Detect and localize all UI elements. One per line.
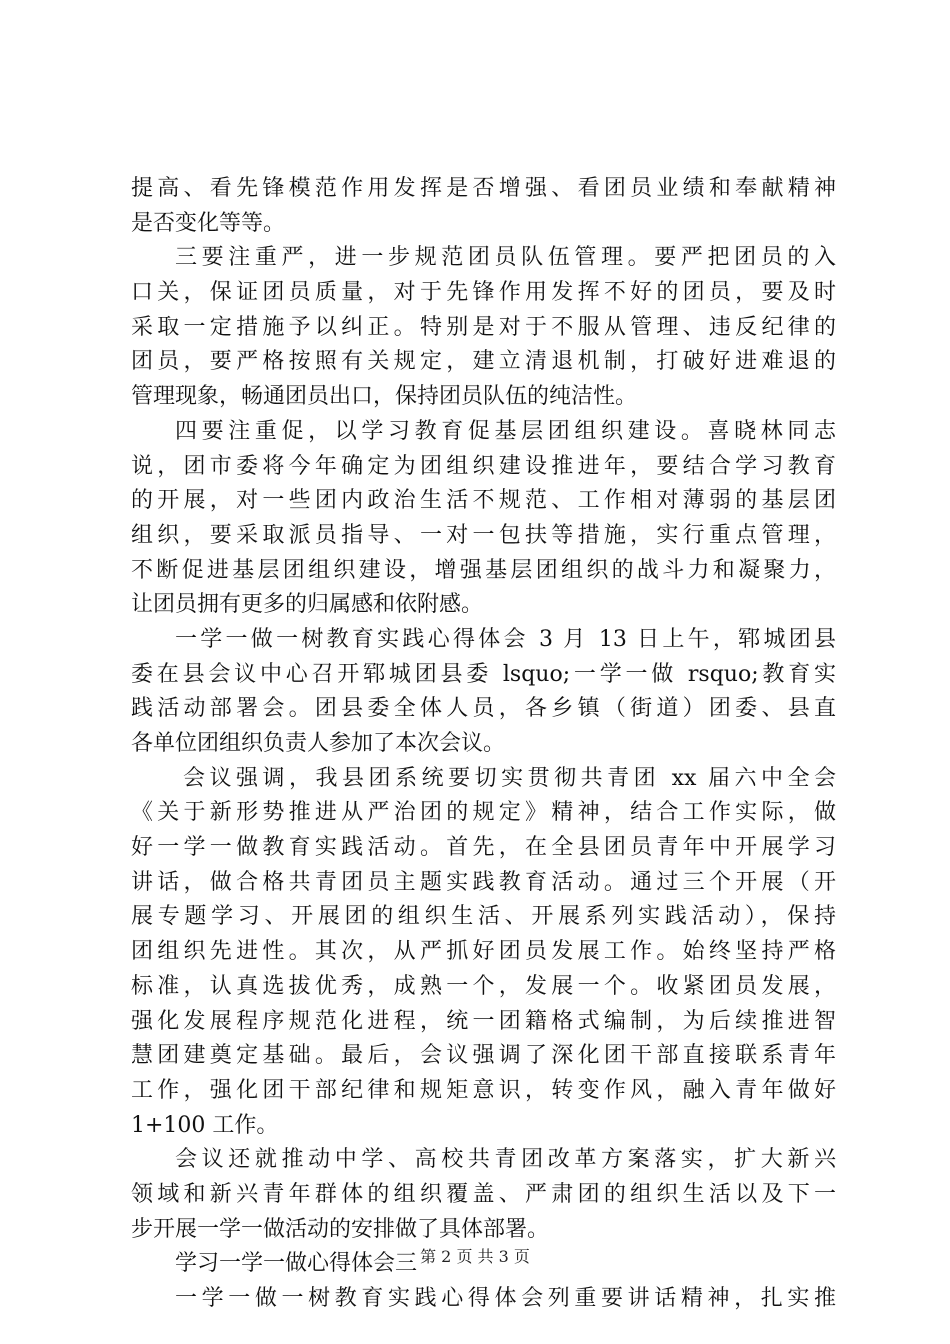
text-line: 四要注重促，以学习教育促基层团组织建设。喜晓林同志 bbox=[175, 418, 836, 444]
document-body bbox=[131, 172, 836, 1317]
text-line: 讲话，做合格共青团员主题实践教育活动。通过三个开展（开 bbox=[131, 869, 836, 895]
text-line: 说，团市委将今年确定为团组织建设推进年，要结合学习教育 bbox=[131, 453, 836, 479]
text-line: 团组织先进性。其次，从严抓好团员发展工作。始终坚持严格 bbox=[131, 939, 836, 965]
text-line: 一学一做一树教育实践心得体会 3 月 13 日上午，郓城团县 bbox=[175, 626, 836, 652]
text-line: 团员，要严格按照有关规定，建立清退机制，打破好进难退的 bbox=[131, 349, 836, 375]
text-line: 口关，保证团员质量，对于先锋作用发挥不好的团员，要及时 bbox=[131, 280, 836, 306]
text-line: 步开展一学一做活动的安排做了具体部署。 bbox=[131, 1216, 550, 1242]
text-line: 会议强调，我县团系统要切实贯彻共青团 xx 届六中全会 bbox=[183, 765, 836, 791]
text-line: 让团员拥有更多的归属感和依附感。 bbox=[131, 592, 484, 618]
text-line: 展专题学习、开展团的组织生活、开展系列实践活动），保持 bbox=[131, 904, 836, 930]
text-line: 采取一定措施予以纠正。特别是对于不服从管理、违反纪律的 bbox=[131, 314, 836, 340]
text-line: 管理现象，畅通团员出口，保持团员队伍的纯洁性。 bbox=[131, 384, 638, 410]
text-line: 好一学一做教育实践活动。首先，在全县团员青年中开展学习 bbox=[131, 835, 836, 861]
text-line: 学习一学一做心得体会三 bbox=[175, 1251, 418, 1277]
text-line: 各单位团组织负责人参加了本次会议。 bbox=[131, 731, 506, 756]
text-line: 三要注重严，进一步规范团员队伍管理。要严把团员的入 bbox=[175, 245, 836, 271]
text-line: 不断促进基层团组织建设，增强基层团组织的战斗力和凝聚力， bbox=[131, 557, 836, 583]
text-line: 会议还就推动中学、高校共青团改革方案落实，扩大新兴 bbox=[175, 1147, 836, 1173]
text-line: 组织，要采取派员指导、一对一包扶等措施，实行重点管理， bbox=[131, 522, 836, 548]
text-line: 领域和新兴青年群体的组织覆盖、严肃团的组织生活以及下一 bbox=[131, 1181, 836, 1207]
text-line: 《关于新形势推进从严治团的规定》精神，结合工作实际，做 bbox=[131, 800, 836, 826]
text-line: 践活动部署会。团县委全体人员，各乡镇（街道）团委、县直 bbox=[131, 696, 836, 722]
text-line: 工作，强化团干部纪律和规矩意识，转变作风，融入青年做好 bbox=[131, 1077, 836, 1103]
text-line: 强化发展程序规范化进程，统一团籍格式编制，为后续推进智 bbox=[131, 1008, 836, 1034]
text-line: 是否变化等等。 bbox=[131, 210, 286, 236]
text-line: 一学一做一树教育实践心得体会列重要讲话精神，扎实推 bbox=[175, 1286, 836, 1311]
text-line: 标准，认真选拔优秀，成熟一个，发展一个。收紧团员发展， bbox=[131, 973, 836, 999]
text-line: 提高、看先锋模范作用发挥是否增强、看团员业绩和奉献精神 bbox=[131, 176, 836, 201]
text-line: 1+100 工作。 bbox=[131, 1112, 279, 1138]
text-line: 委在县会议中心召开郓城团县委 lsquo;一学一做 rsquo;教育实 bbox=[131, 661, 836, 687]
text-line: 的开展，对一些团内政治生活不规范、工作相对薄弱的基层团 bbox=[131, 488, 836, 514]
text-line: 慧团建奠定基础。最后，会议强调了深化团干部直接联系青年 bbox=[131, 1043, 836, 1069]
page-footer: 第 2 页 共 3 页 bbox=[420, 1247, 530, 1266]
